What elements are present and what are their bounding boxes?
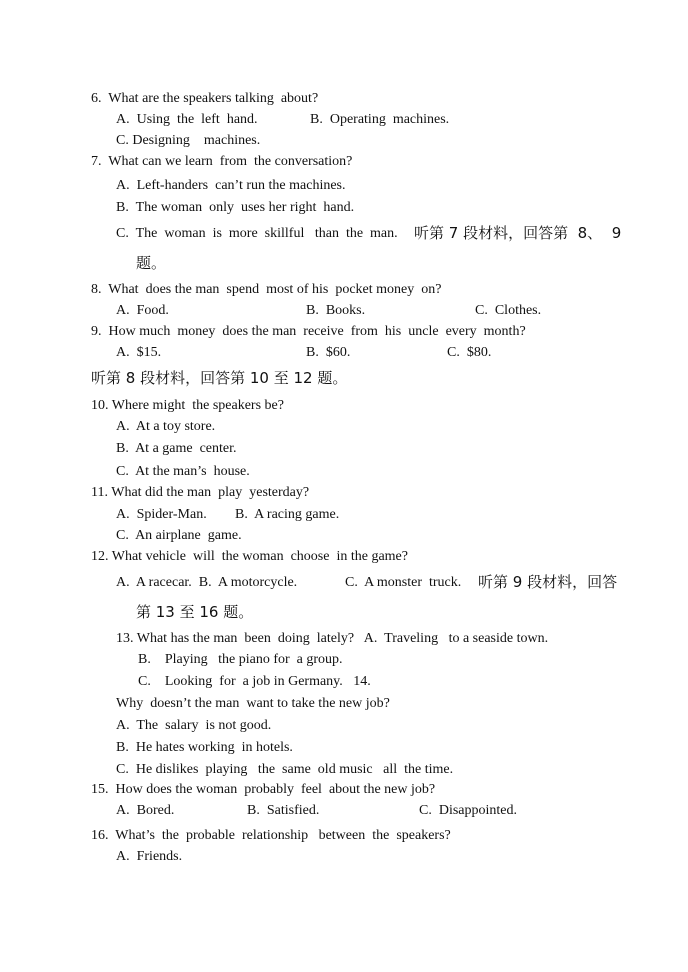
option-6a: A. Using the left hand. (116, 112, 258, 127)
question-11: 11. What did the man play yesterday? (91, 485, 310, 500)
option-10b: B. At a game center. (116, 441, 237, 456)
option-10c: C. At the man’s house. (116, 464, 250, 479)
option-14a: A. The salary is not good. (116, 718, 272, 733)
option-6b: B. Operating machines. (310, 112, 450, 127)
option-12c: C. A monster truck. (345, 575, 462, 590)
section-heading-8: 听第 8 段材料，回答第 10 至 12 题。 (91, 369, 348, 387)
question-15: 15. How does the woman probably feel about the new job? (91, 782, 436, 797)
option-13b: B. Playing the piano for a group. (138, 652, 343, 667)
option-7c: C. The woman is more skillful than the man. (116, 226, 398, 241)
question-14: Why doesn’t the man want to take the new job? (116, 696, 390, 711)
option-10a: A. At a toy store. (116, 419, 216, 434)
option-8c: C. Clothes. (475, 303, 542, 318)
section-heading-9-cont: 第 13 至 16 题。 (136, 603, 254, 621)
question-16: 16. What’s the probable relationship between the speakers? (91, 828, 451, 843)
option-8a: A. Food. (116, 303, 169, 318)
section-heading-9: 听第 9 段材料，回答 (478, 573, 618, 591)
question-13: 13. What has the man been doing lately? A. Traveling to a seaside town. (116, 631, 549, 646)
option-7a: A. Left-handers can’t run the machines. (116, 178, 346, 193)
section-heading-7: 听第 7 段材料，回答第 8、 9 (414, 224, 622, 242)
section-heading-7-cont: 题。 (136, 254, 167, 272)
option-8b: B. Books. (306, 303, 366, 318)
option-15a: A. Bored. (116, 803, 175, 818)
option-13c: C. Looking for a job in Germany. 14. (138, 674, 371, 689)
option-14c: C. He dislikes playing the same old music all the time. (116, 762, 454, 777)
option-16a: A. Friends. (116, 849, 183, 864)
option-9a: A. $15. (116, 345, 162, 360)
option-12ab: A. A racecar. B. A motorcycle. (116, 575, 298, 590)
option-11c: C. An airplane game. (116, 528, 242, 543)
option-6c: C. Designing machines. (116, 133, 261, 148)
question-9: 9. How much money does the man receive from his uncle every month? (91, 324, 526, 339)
option-15b: B. Satisfied. (247, 803, 320, 818)
question-12: 12. What vehicle will the woman choose in the game? (91, 549, 408, 564)
option-9b: B. $60. (306, 345, 351, 360)
question-10: 10. Where might the speakers be? (91, 398, 284, 413)
question-6: 6. What are the speakers talking about? (91, 91, 319, 106)
option-11a: A. Spider-Man. (116, 507, 207, 522)
option-15c: C. Disappointed. (419, 803, 517, 818)
question-7: 7. What can we learn from the conversation? (91, 154, 353, 169)
option-14b: B. He hates working in hotels. (116, 740, 293, 755)
question-8: 8. What does the man spend most of his pocket money on? (91, 282, 442, 297)
option-7b: B. The woman only uses her right hand. (116, 200, 355, 215)
option-9c: C. $80. (447, 345, 492, 360)
option-11b: B. A racing game. (235, 507, 340, 522)
